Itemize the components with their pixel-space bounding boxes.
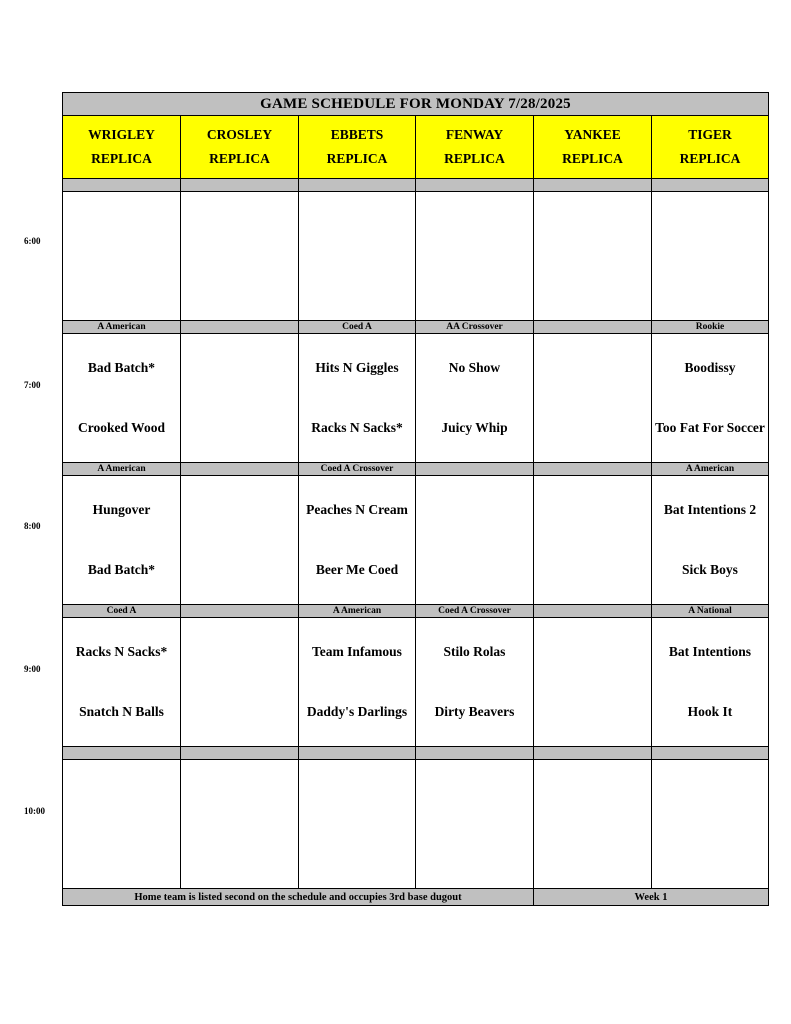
home-team: Hook It bbox=[687, 704, 733, 719]
away-team: Hits N Giggles bbox=[315, 359, 399, 375]
spacer bbox=[181, 661, 298, 703]
division-label: Coed A Crossover bbox=[416, 605, 534, 618]
game-cell bbox=[299, 334, 416, 463]
spacer bbox=[416, 235, 533, 277]
division-label: Rookie bbox=[652, 321, 769, 334]
spacer bbox=[63, 235, 180, 277]
game-cell bbox=[63, 192, 181, 321]
game-cell bbox=[63, 618, 181, 747]
division-label bbox=[534, 605, 652, 618]
time-label-7: 7:00 bbox=[24, 380, 41, 390]
game-cell bbox=[299, 192, 416, 321]
division-label bbox=[63, 747, 181, 760]
spacer bbox=[63, 661, 180, 703]
game-cell bbox=[181, 192, 299, 321]
home-team: Snatch N Balls bbox=[79, 704, 164, 719]
game-cell bbox=[652, 618, 769, 747]
game-cell bbox=[63, 476, 181, 605]
spacer bbox=[181, 803, 298, 845]
field-header-wrigley bbox=[63, 116, 181, 179]
home-team: Sick Boys bbox=[682, 562, 738, 577]
field-name-line1: EBBETS bbox=[330, 127, 384, 143]
time-label-10: 10:00 bbox=[24, 806, 45, 816]
division-label bbox=[652, 747, 769, 760]
game-cell bbox=[181, 618, 299, 747]
game-cell bbox=[534, 192, 652, 321]
away-team: Bat Intentions bbox=[668, 643, 752, 659]
field-name-line1: YANKEE bbox=[564, 127, 621, 143]
away-team: Peaches N Cream bbox=[306, 501, 408, 517]
home-team: Juicy Whip bbox=[441, 420, 508, 435]
home-team: Racks N Sacks* bbox=[311, 420, 403, 435]
spacer bbox=[181, 377, 298, 419]
game-cell bbox=[416, 334, 534, 463]
week-label: Week 1 bbox=[534, 889, 769, 906]
division-label: AA Crossover bbox=[416, 321, 534, 334]
game-cell bbox=[416, 760, 534, 889]
field-header-fenway bbox=[416, 116, 534, 179]
schedule-table bbox=[62, 92, 769, 906]
away-team: Hungover bbox=[92, 501, 151, 517]
spacer bbox=[63, 519, 180, 561]
game-cell bbox=[63, 334, 181, 463]
field-name-line2: REPLICA bbox=[91, 151, 152, 166]
spacer bbox=[534, 235, 651, 277]
division-row-6 bbox=[63, 179, 769, 192]
game-cell bbox=[299, 760, 416, 889]
spacer bbox=[416, 519, 533, 561]
spacer bbox=[416, 377, 533, 419]
division-label bbox=[416, 463, 534, 476]
division-label bbox=[181, 179, 299, 192]
home-team: Bad Batch* bbox=[87, 562, 156, 577]
spacer bbox=[416, 661, 533, 703]
away-team: Racks N Sacks* bbox=[75, 643, 168, 659]
division-label: Coed A bbox=[63, 605, 181, 618]
footer-note: Home team is listed second on the schedule and occupies 3rd base dugout bbox=[63, 889, 534, 906]
division-row-8 bbox=[63, 463, 769, 476]
spacer bbox=[534, 377, 651, 419]
division-label bbox=[181, 463, 299, 476]
division-label: A American bbox=[299, 605, 416, 618]
division-label bbox=[652, 179, 769, 192]
spacer bbox=[299, 803, 415, 845]
field-name-line1: TIGER bbox=[688, 127, 732, 143]
game-cell bbox=[299, 476, 416, 605]
page-title: GAME SCHEDULE FOR MONDAY 7/28/2025 bbox=[63, 93, 769, 116]
games-row-8 bbox=[63, 476, 769, 605]
game-cell bbox=[181, 334, 299, 463]
field-name-line1: FENWAY bbox=[445, 127, 504, 143]
games-row-6 bbox=[63, 192, 769, 321]
field-header-row bbox=[63, 116, 769, 179]
away-team: No Show bbox=[448, 359, 501, 375]
spacer bbox=[534, 803, 651, 845]
spacer bbox=[63, 803, 180, 845]
division-label: A American bbox=[63, 463, 181, 476]
division-label bbox=[63, 179, 181, 192]
game-cell bbox=[299, 618, 416, 747]
field-name-line2: REPLICA bbox=[209, 151, 270, 166]
spacer bbox=[534, 661, 651, 703]
division-label bbox=[534, 463, 652, 476]
game-cell bbox=[652, 334, 769, 463]
time-label-6: 6:00 bbox=[24, 236, 41, 246]
division-label: Coed A bbox=[299, 321, 416, 334]
division-label bbox=[181, 605, 299, 618]
division-label bbox=[181, 321, 299, 334]
spacer bbox=[652, 803, 768, 845]
division-label bbox=[181, 747, 299, 760]
field-name-line1: WRIGLEY bbox=[88, 127, 155, 143]
schedule-sheet bbox=[62, 92, 768, 906]
field-header-yankee bbox=[534, 116, 652, 179]
game-cell bbox=[652, 760, 769, 889]
game-cell bbox=[181, 476, 299, 605]
game-cell bbox=[534, 334, 652, 463]
division-label bbox=[416, 179, 534, 192]
spacer bbox=[181, 519, 298, 561]
spacer bbox=[652, 235, 768, 277]
home-team: Beer Me Coed bbox=[315, 562, 399, 577]
away-team: Bat Intentions 2 bbox=[663, 501, 757, 517]
spacer bbox=[652, 519, 768, 561]
field-name-line1: CROSLEY bbox=[206, 127, 273, 143]
field-header-ebbets bbox=[299, 116, 416, 179]
home-team: Dirty Beavers bbox=[434, 704, 515, 719]
division-label bbox=[534, 747, 652, 760]
division-label bbox=[534, 321, 652, 334]
division-label bbox=[299, 179, 416, 192]
footer-row bbox=[63, 889, 769, 906]
spacer bbox=[299, 377, 415, 419]
game-cell bbox=[63, 760, 181, 889]
field-name-line2: REPLICA bbox=[562, 151, 623, 166]
game-cell bbox=[416, 618, 534, 747]
spacer bbox=[181, 235, 298, 277]
game-cell bbox=[534, 760, 652, 889]
field-name-line2: REPLICA bbox=[444, 151, 505, 166]
field-name-line2: REPLICA bbox=[326, 151, 388, 166]
games-row-9 bbox=[63, 618, 769, 747]
time-label-8: 8:00 bbox=[24, 521, 41, 531]
division-row-7 bbox=[63, 321, 769, 334]
division-label: Coed A Crossover bbox=[299, 463, 416, 476]
division-label: A American bbox=[652, 463, 769, 476]
game-cell bbox=[416, 192, 534, 321]
away-team: Stilo Rolas bbox=[443, 643, 506, 659]
game-cell bbox=[534, 618, 652, 747]
game-cell bbox=[416, 476, 534, 605]
division-label: A American bbox=[63, 321, 181, 334]
spacer bbox=[299, 519, 415, 561]
game-cell bbox=[534, 476, 652, 605]
game-cell bbox=[181, 760, 299, 889]
away-team: Team Infamous bbox=[312, 643, 402, 659]
spacer bbox=[63, 377, 180, 419]
title-row bbox=[63, 93, 769, 116]
field-name-line2: REPLICA bbox=[679, 151, 741, 166]
game-cell bbox=[652, 476, 769, 605]
spacer bbox=[299, 661, 415, 703]
division-label bbox=[534, 179, 652, 192]
division-row-10 bbox=[63, 747, 769, 760]
spacer bbox=[652, 661, 768, 703]
home-team: Crooked Wood bbox=[78, 420, 165, 435]
division-label bbox=[299, 747, 416, 760]
division-label bbox=[416, 747, 534, 760]
games-row-7 bbox=[63, 334, 769, 463]
spacer bbox=[416, 803, 533, 845]
game-cell bbox=[652, 192, 769, 321]
spacer bbox=[299, 235, 415, 277]
division-row-9 bbox=[63, 605, 769, 618]
spacer bbox=[652, 377, 768, 419]
away-team: Bad Batch* bbox=[87, 359, 156, 375]
field-header-crosley bbox=[181, 116, 299, 179]
spacer bbox=[534, 519, 651, 561]
time-label-9: 9:00 bbox=[24, 664, 41, 674]
division-label: A National bbox=[652, 605, 769, 618]
games-row-10 bbox=[63, 760, 769, 889]
home-team: Too Fat For Soccer bbox=[655, 420, 765, 435]
field-header-tiger bbox=[652, 116, 769, 179]
away-team: Boodissy bbox=[684, 359, 736, 375]
home-team: Daddy's Darlings bbox=[306, 704, 408, 719]
